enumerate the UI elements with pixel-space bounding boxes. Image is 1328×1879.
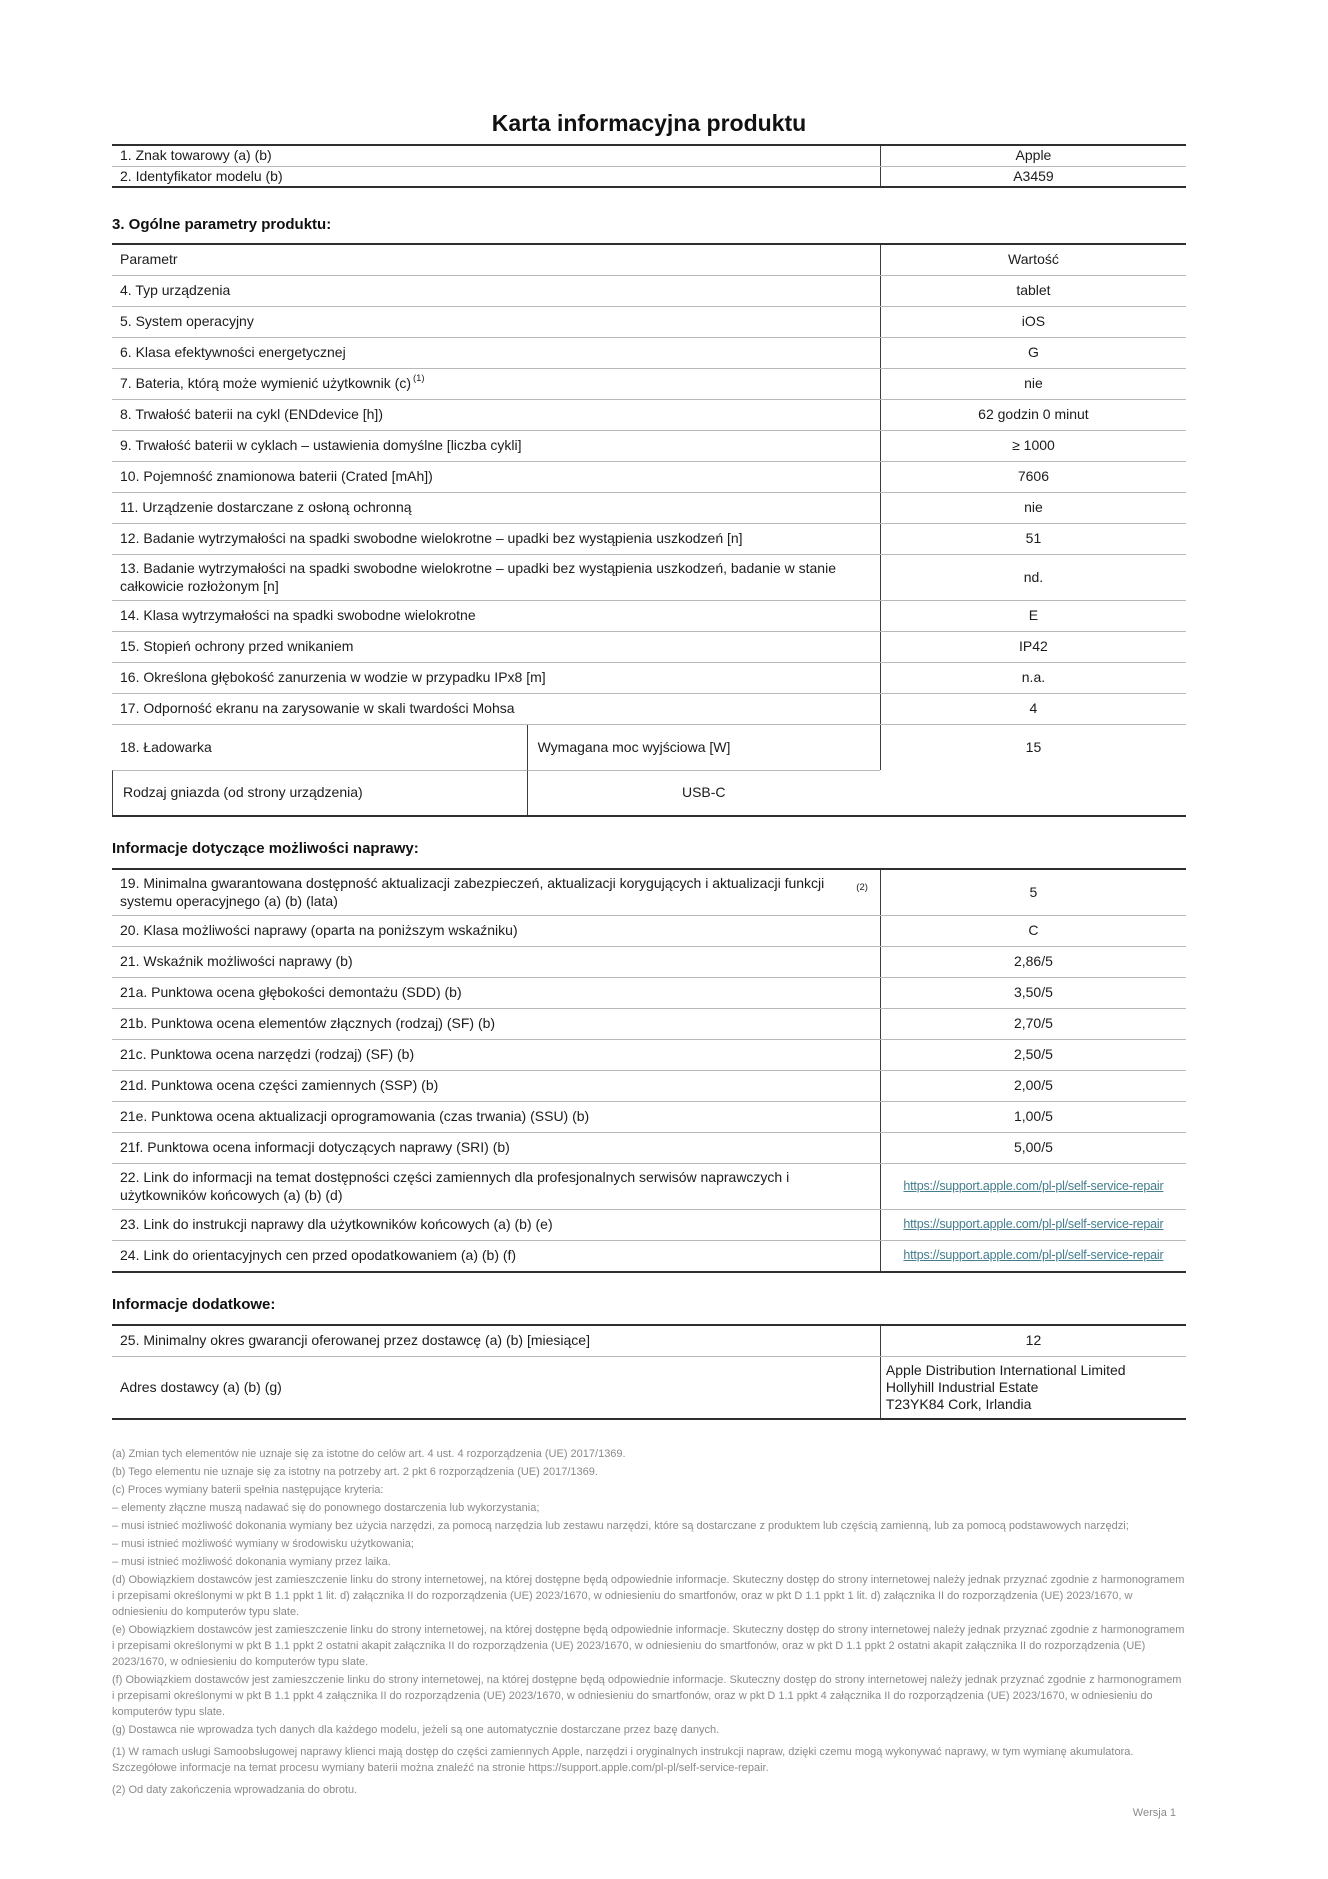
param-label: 2. Identyfikator modelu (b) (120, 167, 283, 184)
param-value: G (880, 338, 1186, 368)
table-row (112, 1101, 1186, 1132)
table-row (112, 166, 1186, 187)
repairability-table (112, 868, 1186, 1273)
footnote: (a) Zmian tych elementów nie uznaje się za istotne do celów art. 4 ust. 4 rozporządzenia (UE) 2017/1369. (112, 1448, 626, 1460)
param-label: 4. Typ urządzenia (120, 282, 231, 299)
param-label: 16. Określona głębokość zanurzenia w wodzie w przypadku IPx8 [m] (120, 669, 546, 686)
table-row (112, 1209, 1186, 1240)
param-label-text: 19. Minimalna gwarantowana dostępność aktualizacji zabezpieczeń, aktualizacji korygujących i aktualizacji funkcji systemu operacyjnego (a) (b) (lata) (120, 875, 825, 909)
param-value: 12 (880, 1326, 1186, 1356)
table-row (112, 631, 1186, 662)
param-label: 25. Minimalny okres gwarancji oferowanej przez dostawcę (a) (b) [miesiące] (120, 1332, 590, 1349)
param-label: 21b. Punktowa ocena elementów złącznych (rodzaj) (SF) (b) (120, 1015, 496, 1032)
self-service-repair-link[interactable]: https://support.apple.com/pl-pl/self-service-repair (903, 1248, 1164, 1263)
param-value: 2,50/5 (880, 1040, 1186, 1070)
footnote: (2) Od daty zakończenia wprowadzania do obrotu. (112, 1784, 358, 1796)
version-label: Wersja 1 (1132, 1807, 1176, 1819)
table-row (112, 275, 1186, 306)
param-label: 21a. Punktowa ocena głębokości demontażu (SDD) (b) (120, 984, 462, 1001)
footnotes-section (112, 1446, 1186, 1798)
param-value: tablet (880, 276, 1186, 306)
table-row (112, 399, 1186, 430)
charger-subparam-label: Rodzaj gniazda (od strony urządzenia) (112, 770, 527, 815)
param-label: 9. Trwałość baterii w cyklach – ustawienia domyślne [liczba cykli] (120, 437, 522, 454)
footnote: (e) Obowiązkiem dostawców jest zamieszczenie linku do strony internetowej, na której dostępne będą odpowiednie informacje. Skuteczny dostęp do strony internetowej należy jednak przyznać zgodnie z harmonogramem i przepisami określonymi w pkt B 1.1 ppkt 2 ostatni akapit załącznika II do rozporządzenia (UE) 2023/1670, w odniesieniu do smartfonów, oraz w pkt D 1.1 ppkt 2 ostatni akapit załącznika II do rozporządzenia (UE) 2023/1670, w odniesieniu do komputerów typu slate. (112, 1624, 1185, 1668)
param-value: 2,00/5 (880, 1071, 1186, 1101)
footnote: (g) Dostawca nie wprowadza tych danych dla każdego modelu, jeżeli są one automatycznie dostarczane przez bazę danych. (112, 1724, 720, 1736)
column-header-param: Parametr (120, 251, 178, 268)
param-label-text: 7. Bateria, którą może wymienić użytkownik (c) (120, 375, 411, 392)
param-label: 21e. Punktowa ocena aktualizacji oprogramowania (czas trwania) (SSU) (b) (120, 1108, 590, 1125)
param-label: 17. Odporność ekranu na zarysowanie w skali twardości Mohsa (120, 700, 515, 717)
param-value: 7606 (880, 462, 1186, 492)
additional-info-table (112, 1324, 1186, 1420)
table-row (112, 946, 1186, 977)
section-heading-general: 3. Ogólne parametry produktu: (112, 216, 332, 233)
table-row (112, 368, 1186, 399)
table-row (112, 492, 1186, 523)
param-value: nie (880, 369, 1186, 399)
param-value: 2,70/5 (880, 1009, 1186, 1039)
param-label: 21c. Punktowa ocena narzędzi (rodzaj) (SF) (b) (120, 1046, 415, 1063)
table-row (112, 1240, 1186, 1271)
footnote: – musi istnieć możliwość wymiany w środowisku użytkowania; (112, 1538, 414, 1550)
table-row (112, 1008, 1186, 1039)
param-label: 1. Znak towarowy (a) (b) (120, 147, 272, 163)
param-label: 23. Link do instrukcji naprawy dla użytkowników końcowych (a) (b) (e) (120, 1216, 553, 1233)
param-value (880, 1164, 1186, 1209)
table-row (112, 1163, 1186, 1209)
param-value: 62 godzin 0 minut (880, 400, 1186, 430)
footnote: – elementy złączne muszą nadawać się do ponownego dostarczenia lub wykorzystania; (112, 1502, 540, 1514)
footnote-ref: (2) (856, 881, 868, 893)
param-value: 5 (880, 870, 1186, 915)
footnote: (1) W ramach usługi Samoobsługowej naprawy klienci mają dostęp do części zamiennych Apple, narzędzi i oryginalnych instrukcji napraw, dzięki czemu mogą wykonywać naprawy, w tym wymianę akumulatora. Szczegółowe informacje na temat procesu wymiany baterii można znaleźć na stronie https://support.apple.com/pl-pl/self-service-repair. (112, 1746, 1134, 1774)
param-label: 21. Wskaźnik możliwości naprawy (b) (120, 953, 353, 970)
param-label: 13. Badanie wytrzymałości na spadki swobodne wielokrotne – upadki bez wystąpienia uszkodzeń, badanie w stanie całkowicie rozłożonym [n] (120, 560, 836, 594)
table-row (112, 461, 1186, 492)
charger-subparam-value: USB-C (527, 770, 880, 815)
footnote: (c) Proces wymiany baterii spełnia następujące kryteria: (112, 1484, 384, 1496)
general-parameters-table (112, 243, 1186, 817)
identification-table (112, 144, 1186, 188)
charger-row (112, 724, 1186, 815)
param-label: 12. Badanie wytrzymałości na spadki swobodne wielokrotne – upadki bez wystąpienia uszkodzeń [n] (120, 530, 743, 547)
param-value: 1,00/5 (880, 1102, 1186, 1132)
supplier-address-row (112, 1356, 1186, 1418)
column-header-value: Wartość (880, 245, 1186, 275)
param-label: 15. Stopień ochrony przed wnikaniem (120, 638, 354, 655)
footnote-ref: (1) (412, 373, 425, 385)
table-row (112, 600, 1186, 631)
supplier-address-value (880, 1357, 1186, 1418)
table-row (112, 337, 1186, 368)
table-row (112, 662, 1186, 693)
param-label: 20. Klasa możliwości naprawy (oparta na poniższym wskaźniku) (120, 922, 518, 939)
charger-subparam-label: Wymagana moc wyjściowa [W] (527, 725, 880, 770)
address-line: T23YK84 Cork, Irlandia (885, 1396, 1032, 1412)
table-row (112, 523, 1186, 554)
table-row (112, 870, 1186, 915)
param-label: Adres dostawcy (a) (b) (g) (120, 1378, 282, 1395)
table-row (112, 1326, 1186, 1356)
param-label: 24. Link do orientacyjnych cen przed opodatkowaniem (a) (b) (f) (120, 1247, 517, 1264)
section-heading-repair: Informacje dotyczące możliwości naprawy: (112, 840, 419, 857)
param-value: n.a. (880, 663, 1186, 693)
table-row (112, 1070, 1186, 1101)
table-row (112, 1039, 1186, 1070)
table-row (112, 554, 1186, 600)
param-label: 22. Link do informacji na temat dostępności części zamiennych dla profesjonalnych serwisów naprawczych i użytkowników końcowych (a) (b) (d) (120, 1169, 790, 1203)
param-label: 6. Klasa efektywności energetycznej (120, 344, 346, 361)
param-value: 2,86/5 (880, 947, 1186, 977)
param-value: 4 (880, 694, 1186, 724)
param-label: 21d. Punktowa ocena części zamiennych (SSP) (b) (120, 1077, 439, 1094)
param-value: 3,50/5 (880, 978, 1186, 1008)
param-value (880, 1210, 1186, 1240)
table-row (112, 1132, 1186, 1163)
param-value: nd. (880, 555, 1186, 600)
param-value: C (880, 916, 1186, 946)
section-heading-additional: Informacje dodatkowe: (112, 1296, 276, 1313)
footnote: (f) Obowiązkiem dostawców jest zamieszczenie linku do strony internetowej, na której dostępne będą odpowiednie informacje. Skuteczny dostęp do strony internetowej należy jednak przyznać zgodnie z harmonogramem i przepisami określonymi w pkt B 1.1 ppkt 4 załącznika II do rozporządzenia (UE) 2023/1670, w odniesieniu do smartfonów, oraz w pkt D 1.1 ppkt 4 załącznika II do rozporządzenia (UE) 2023/1670, w odniesieniu do komputerów typu slate. (112, 1674, 1182, 1718)
param-value: ≥ 1000 (880, 431, 1186, 461)
param-label (112, 870, 880, 915)
param-label (112, 369, 880, 399)
param-value: Apple (880, 146, 1186, 166)
footnote: (d) Obowiązkiem dostawców jest zamieszczenie linku do strony internetowej, na której dostępne będą odpowiednie informacje. Skuteczny dostęp do strony internetowej należy jednak przyznać zgodnie z harmonogramem i przepisami określonymi w pkt B 1.1 ppkt 1 lit. d) załącznika II do rozporządzenia (UE) 2023/1670, w odniesieniu do smartfonów, oraz w pkt D 1.1 ppkt 1 lit. d) załącznika II do rozporządzenia (UE) 2023/1670, w odniesieniu do komputerów typu slate. (112, 1574, 1185, 1618)
table-header-row (112, 245, 1186, 275)
param-value: A3459 (880, 167, 1186, 187)
table-row (112, 306, 1186, 337)
footnote: (b) Tego elementu nie uznaje się za istotny na potrzeby art. 2 pkt 6 rozporządzenia (UE) 2017/1369. (112, 1466, 598, 1478)
address-line: Hollyhill Industrial Estate (885, 1379, 1039, 1395)
param-label: 18. Ładowarka (120, 738, 212, 755)
table-row (112, 977, 1186, 1008)
table-row (112, 915, 1186, 946)
table-row (112, 430, 1186, 461)
param-value: E (880, 601, 1186, 631)
table-row (112, 693, 1186, 724)
param-value: IP42 (880, 632, 1186, 662)
footnote: – musi istnieć możliwość dokonania wymiany przez laika. (112, 1556, 391, 1568)
param-value (880, 1241, 1186, 1271)
table-row (112, 146, 1186, 166)
charger-subparam-value: 15 (880, 725, 1186, 770)
param-value: 51 (880, 524, 1186, 554)
self-service-repair-link[interactable]: https://support.apple.com/pl-pl/self-service-repair (903, 1178, 1164, 1193)
param-label: 11. Urządzenie dostarczane z osłoną ochronną (120, 499, 412, 516)
param-label: 5. System operacyjny (120, 313, 254, 330)
param-label: 8. Trwałość baterii na cykl (ENDdevice [h]) (120, 406, 383, 423)
param-label: 14. Klasa wytrzymałości na spadki swobodne wielokrotne (120, 607, 476, 624)
page-title: Karta informacyjna produktu (491, 110, 807, 136)
param-value: iOS (880, 307, 1186, 337)
param-value: 5,00/5 (880, 1133, 1186, 1163)
footnote: – musi istnieć możliwość dokonania wymiany bez użycia narzędzi, za pomocą narzędzia lub zestawu narzędzi, które są dostarczane z produktem lub częścią zamienną, lub za pomocą podstawowych narzędzi; (112, 1520, 1129, 1532)
self-service-repair-link[interactable]: https://support.apple.com/pl-pl/self-service-repair (903, 1217, 1164, 1232)
product-sheet (112, 0, 1186, 1819)
param-label: 10. Pojemność znamionowa baterii (Crated [mAh]) (120, 468, 433, 485)
param-label: 21f. Punktowa ocena informacji dotyczących naprawy (SRI) (b) (120, 1139, 510, 1156)
param-value: nie (880, 493, 1186, 523)
address-line: Apple Distribution International Limited (885, 1362, 1126, 1378)
